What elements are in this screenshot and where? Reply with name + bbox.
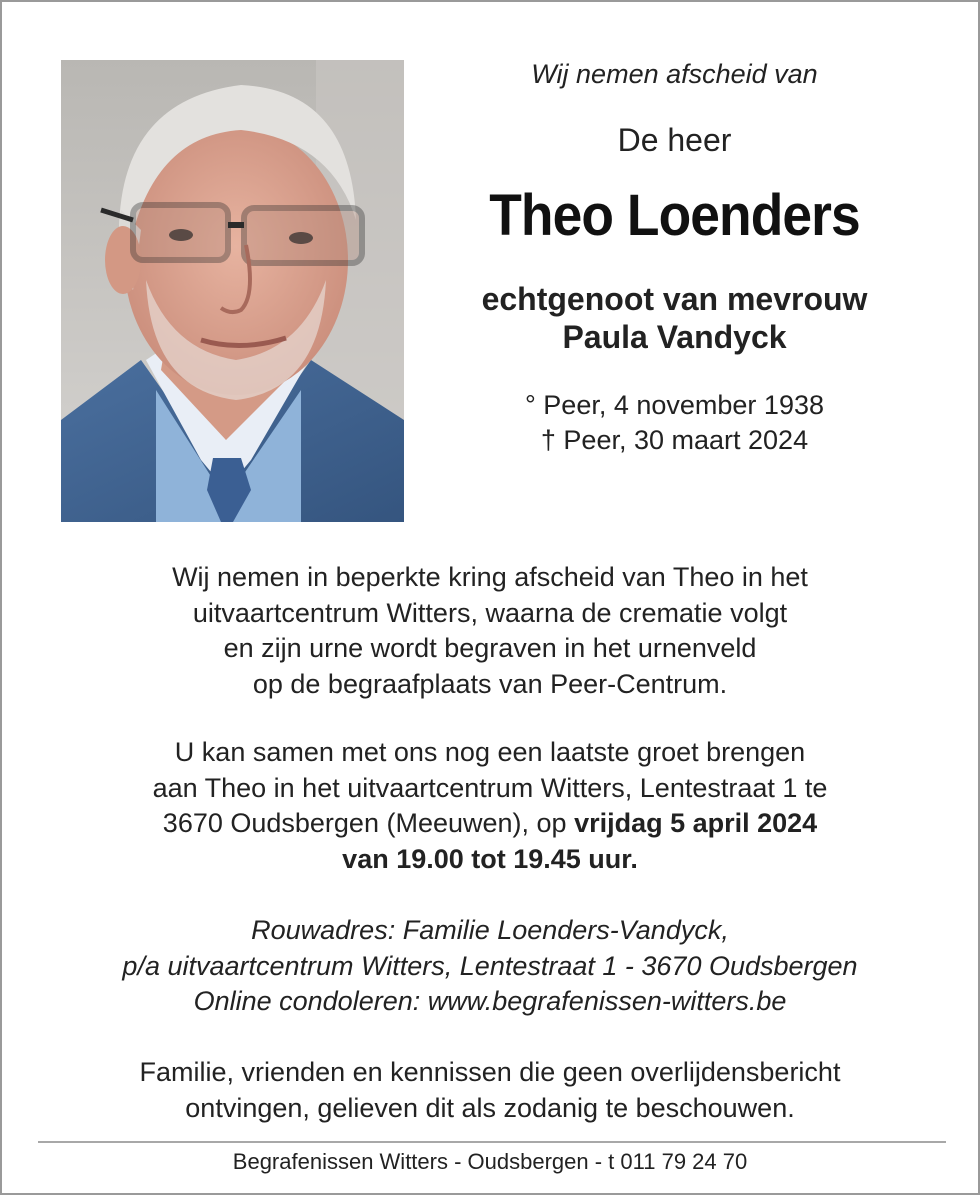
footer-divider xyxy=(38,1141,946,1143)
address-line: p/a uitvaartcentrum Witters, Lentestraat 1 - 3670 Oudsbergen xyxy=(122,950,858,981)
footer-text: Begrafenissen Witters - Oudsbergen - t 011 79 24 70 xyxy=(232,1149,748,1174)
notice-paragraph xyxy=(2,1055,978,1126)
spouse-line-1: echtgenoot van mevrouw xyxy=(481,281,868,317)
visit-date: vrijdag 5 april 2024 xyxy=(574,808,818,838)
visit-line: U kan samen met ons nog een laatste groet brengen xyxy=(174,737,806,767)
farewell-line: Wij nemen in beperkte kring afscheid van Theo in het xyxy=(172,562,808,592)
life-dates xyxy=(422,388,927,458)
farewell-line: uitvaartcentrum Witters, waarna de crematie volgt xyxy=(192,597,788,628)
visit-line: aan Theo in het uitvaartcentrum Witters, Lentestraat 1 te xyxy=(152,772,828,803)
address-line: Rouwadres: Familie Loenders-Vandyck, xyxy=(251,915,729,945)
birth-date: ° Peer, 4 november 1938 xyxy=(525,390,824,420)
notice-line: Familie, vrienden en kennissen die geen overlijdensbericht xyxy=(139,1057,841,1087)
spouse-block xyxy=(422,280,927,356)
visit-line xyxy=(2,842,978,878)
spouse-line-2: Paula Vandyck xyxy=(562,319,787,355)
farewell-line: en zijn urne wordt begraven in het urnenveld xyxy=(223,633,757,663)
farewell-paragraph xyxy=(2,560,978,702)
visit-time: van 19.00 tot 19.45 uur. xyxy=(342,843,638,874)
notice-line: ontvingen, gelieven dit als zodanig te beschouwen. xyxy=(185,1092,795,1123)
visitation-paragraph xyxy=(2,735,978,877)
farewell-line: op de begraafplaats van Peer-Centrum. xyxy=(252,668,728,699)
death-date: † Peer, 30 maart 2024 xyxy=(540,425,809,455)
honorific: De heer xyxy=(617,122,732,158)
visit-line xyxy=(2,806,978,842)
deceased-name: Theo Loenders xyxy=(489,183,860,248)
obituary-header xyxy=(422,54,927,458)
visit-location: 3670 Oudsbergen (Meeuwen), op xyxy=(162,808,575,838)
intro-line: Wij nemen afscheid van xyxy=(531,59,818,89)
condolence-link[interactable]: Online condoleren: www.begrafenissen-witters.be xyxy=(193,986,787,1016)
address-paragraph xyxy=(2,913,978,1020)
portrait-photo xyxy=(61,60,404,522)
